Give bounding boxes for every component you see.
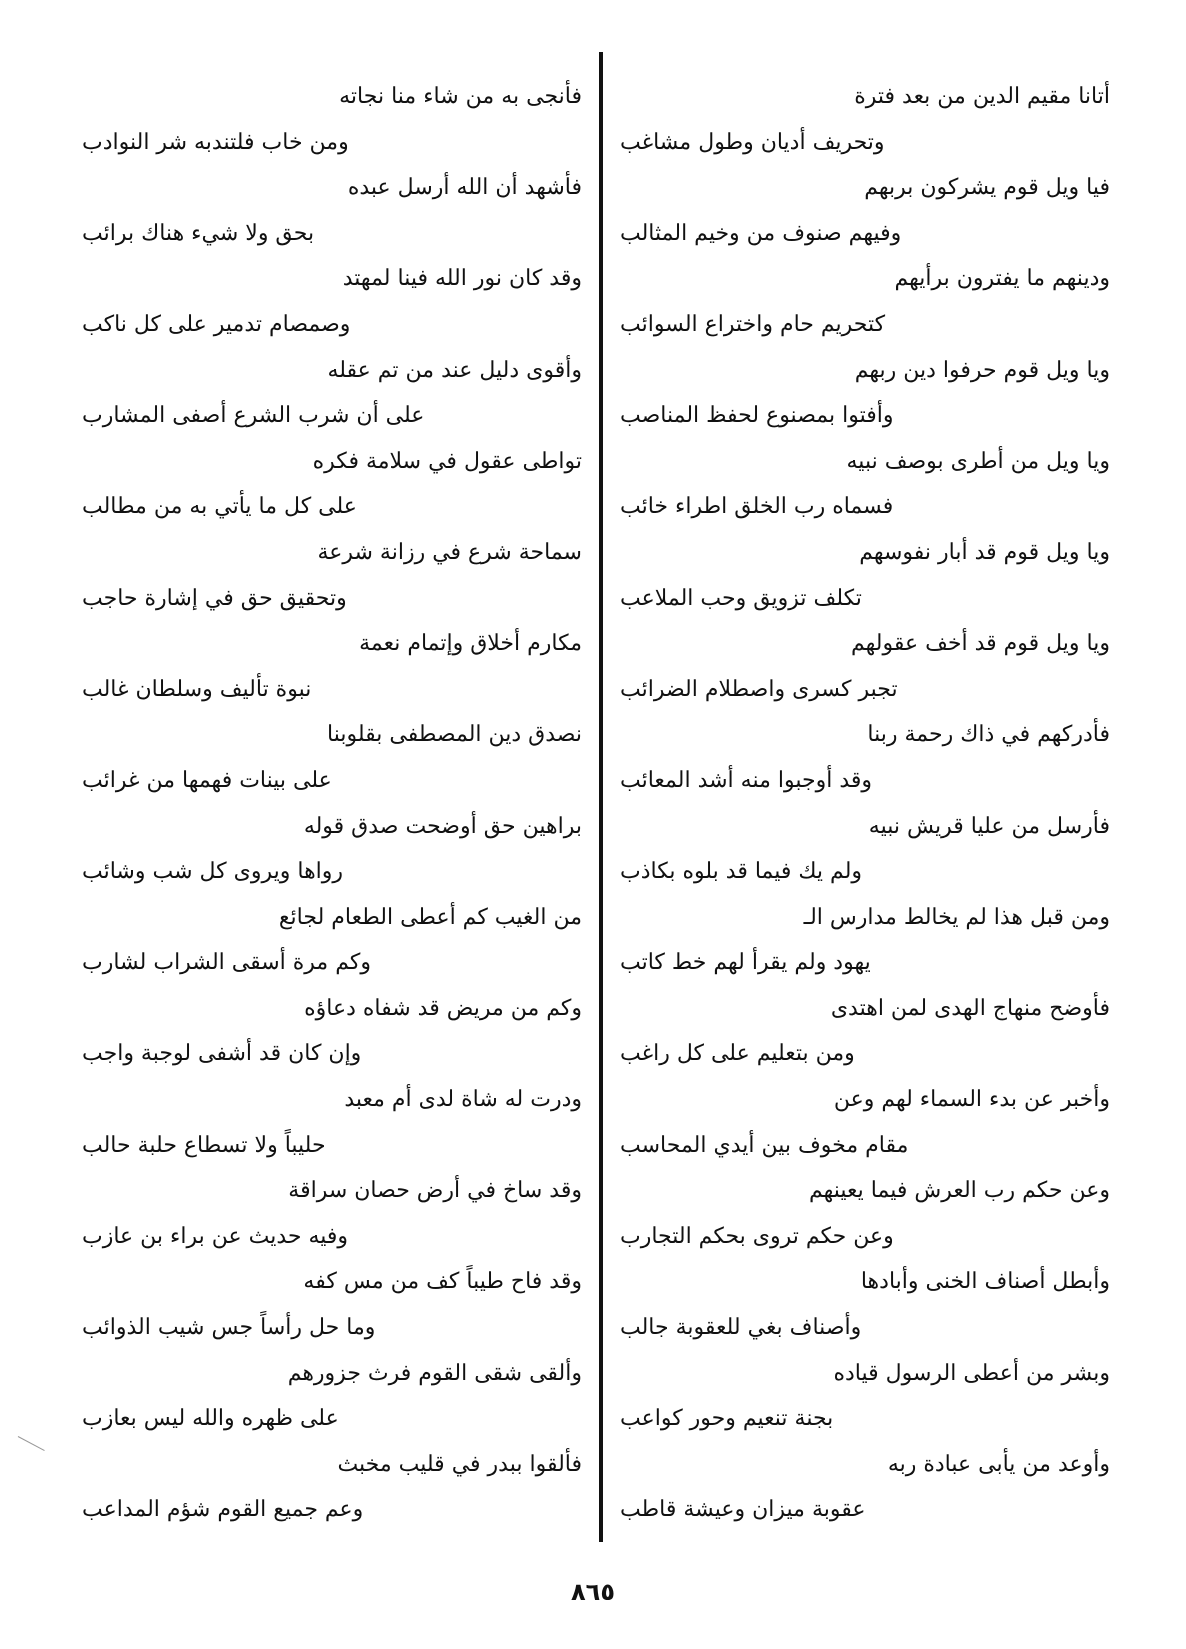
left-verse-line: براهين حق أوضحت صدق قوله [303,813,582,839]
right-verse-line: وعن حكم رب العرش فيما يعينهم [809,1178,1110,1204]
left-verse-line: بحق ولا شيء هناك برائب [82,220,315,246]
right-verse-line: فسماه رب الخلق اطراء خائب [620,494,894,520]
left-verse-line: فألقوا ببدر في قليب مخبث [337,1451,582,1477]
right-verse-line: ويا ويل قوم حرفوا دين ربهم [854,357,1110,383]
right-verse-line: ويا ويل من أطرى بوصف نبيه [846,448,1110,474]
left-verse-line: فأنجى به من شاء منا نجاته [339,84,582,109]
left-verse-line: وقد كان نور الله فينا لمهتد [342,266,582,292]
left-verse-line: سماحة شرع في رزانة شرعة [317,539,582,565]
left-verse-line: وقد ساخ في أرض حصان سراقة [288,1178,582,1204]
right-verse-line: أتانا مقيم الدين من بعد فترة [854,84,1110,109]
right-verse-line: تجبر كسرى واصطلام الضرائب [620,676,898,702]
right-verse-line: عقوبة ميزان وعيشة قاطب [620,1497,866,1523]
right-verse-line: وفيهم صنوف من وخيم المثالب [620,220,902,246]
right-verse-line: تكلف تزويق وحب الملاعب [620,585,862,611]
left-verse-line: وأقوى دليل عند من تم عقله [327,357,582,383]
left-verse-line: ومن خاب فلتندبه شر النوادب [82,129,349,155]
left-verse-line: وكم من مريض قد شفاه دعاؤه [304,995,582,1021]
right-verse-line: وعن حكم تروى بحكم التجارب [620,1223,894,1249]
left-verse-line: نبوة تأليف وسلطان غالب [82,676,312,702]
right-verse-line: فأدركهم في ذاك رحمة ربنا [867,722,1110,748]
right-verse-line: وقد أوجبوا منه أشد المعائب [620,767,873,793]
right-verse-line: فأوضح منهاج الهدى لمن اهتدى [830,995,1110,1021]
left-verse-line: على أن شرب الشرع أصفى المشارب [82,403,425,429]
right-verse-line: ومن قبل هذا لم يخالط مدارس الـ [803,904,1110,930]
left-verse-line: مكارم أخلاق وإتمام نعمة [359,631,582,657]
left-verse-line: وفيه حديث عن براء بن عازب [82,1223,349,1249]
right-verse-line: بجنة تنعيم وحور كواعب [620,1406,834,1432]
right-verse-line: ومن بتعليم على كل راغب [620,1041,855,1067]
right-verse-line: وبشر من أعطى الرسول قياده [833,1360,1110,1386]
right-verse-line: ويا ويل قوم قد أخف عقولهم [851,631,1110,657]
left-verse-line: وكم مرة أسقى الشراب لشارب [82,950,371,976]
left-verse-line: ودرت له شاة لدى أم معبد [344,1087,582,1113]
right-verse-line: ولم يك فيما قد بلوه بكاذب [620,859,863,885]
left-verse-line: رواها ويروى كل شب وشائب [82,859,344,885]
left-verse-line: نصدق دين المصطفى بقلوبنا [327,722,582,748]
left-verse-line: على كل ما يأتي به من مطالب [82,494,357,520]
left-verse-line: وعم جميع القوم شؤم المداعب [82,1497,364,1523]
right-verse-column [620,74,1110,1533]
left-verse-line: وتحقيق حق في إشارة حاجب [82,585,347,611]
right-verse-line: وتحريف أديان وطول مشاغب [620,129,885,155]
left-verse-line: وما حل رأساً جس شيب الذوائب [82,1315,376,1341]
left-verse-line: فأشهد أن الله أرسل عبده [347,175,582,201]
right-verse-line: يهود ولم يقرأ لهم خط كاتب [620,950,871,976]
right-verse-line: كتحريم حام واختراع السوائب [620,311,886,337]
right-verse-line: وأبطل أصناف الخنى وأبادها [860,1269,1110,1295]
right-verse-line: وأصناف بغي للعقوبة جالب [620,1315,862,1341]
left-verse-column [82,74,582,1533]
right-verse-line: فيا ويل قوم يشركون بربهم [864,175,1110,201]
column-divider [599,52,603,1542]
left-verse-line: حليباً ولا تسطاع حلبة حالب [82,1132,326,1158]
left-verse-line: على بينات فهمها من غرائب [82,767,332,793]
page-number: ٨٦٥ [571,1578,615,1606]
scan-mark [18,1436,45,1451]
right-verse-line: وأخبر عن بدء السماء لهم وعن [833,1087,1110,1113]
left-verse-line: وصمصام تدمير على كل ناكب [82,311,351,337]
right-verse-line: ودينهم ما يفترون برأيهم [894,266,1110,292]
right-verse-line: ويا ويل قوم قد أبار نفوسهم [859,539,1110,565]
left-verse-line: وإن كان قد أشفى لوجبة واجب [82,1041,362,1067]
right-verse-line: وأفتوا بمصنوع لحفظ المناصب [620,403,894,429]
left-verse-line: من الغيب كم أعطى الطعام لجائع [278,904,582,930]
right-verse-line: وأوعد من يأبى عبادة ربه [887,1451,1110,1477]
left-verse-line: على ظهره والله ليس بعازب [82,1406,339,1432]
left-verse-line: وألقى شقى القوم فرث جزورهم [287,1360,582,1386]
left-verse-line: تواطى عقول في سلامة فكره [312,448,582,474]
right-verse-line: مقام مخوف بين أيدي المحاسب [620,1132,909,1158]
left-verse-line: وقد فاح طيباً كف من مس كفه [303,1269,582,1295]
right-verse-line: فأرسل من عليا قريش نبيه [868,813,1110,839]
